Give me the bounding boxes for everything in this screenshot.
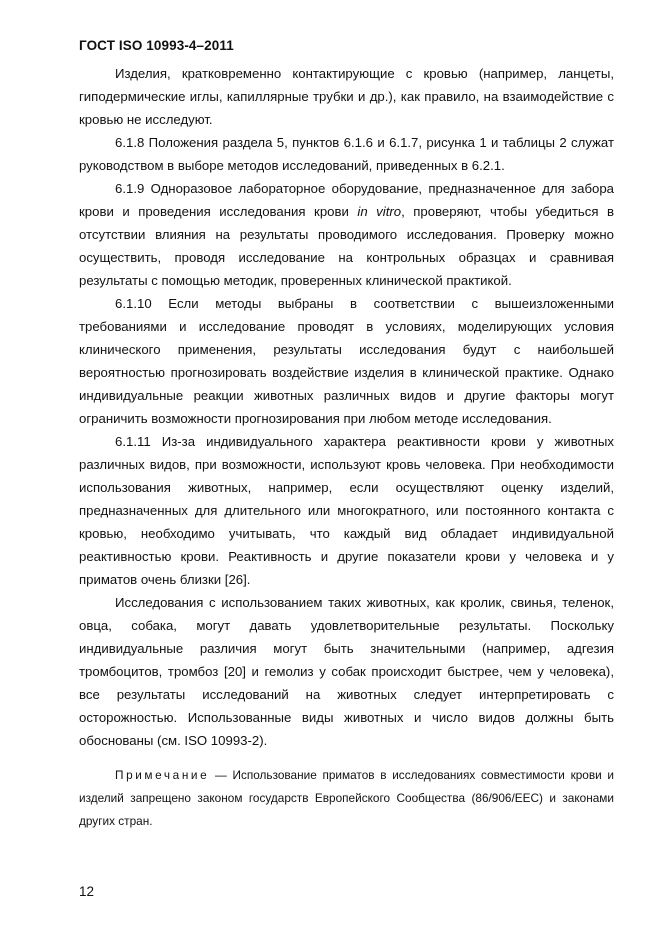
note-text: — Использование приматов в исследованиях совместимости крови и изделий запрещено законом государств Европейского Сообщества (86/906/EEC) и законами других стран. xyxy=(79,768,614,828)
paragraph-6-1-8: 6.1.8 Положения раздела 5, пунктов 6.1.6 и 6.1.7, рисунка 1 и таблицы 2 служат руководством в выборе методов исследований, приведенных в 6.2.1. xyxy=(79,135,614,173)
paragraph-6-1-9-part1: 6.1.9 Одноразовое лабораторное оборудование, предназначенное для забора крови и проведения исследования крови xyxy=(79,181,614,219)
paragraph-animal-studies: Исследования с использованием таких животных, как кролик, свинья, теленок, овца, собака, могут давать удовлетворительные результаты. Поскольку индивидуальные различия могут быть значительными (например, адгезия тромбоцитов, тромбоз [20] и гемолиз у собак происходит быстрее, чем у человека), все результаты исследований на животных следует интерпретировать с осторожностью. Использованные виды животных и число видов должны быть обоснованы (см. ISO 10993-2). xyxy=(79,595,614,748)
paragraph-6-1-11: 6.1.11 Из-за индивидуального характера реактивности крови у животных различных видов, при возможности, используют кровь человека. При необходимости использования животных, например, если осуществляют оценку изделий, предназначенных для длительного или многократного, или постоянного контакта с кровью, необходимо учитывать, что каждый вид обладает индивидуальной реактивностью крови. Реактивность и другие показатели крови у человека и у приматов очень близки [26]. xyxy=(79,434,614,587)
paragraph-6-1-9 xyxy=(79,177,614,292)
body-text xyxy=(79,62,614,752)
paragraph-short-contact-devices: Изделия, кратковременно контактирующие с кровью (например, ланцеты, гиподермические иглы, капиллярные трубки и др.), как правило, на взаимодействие с кровью не исследуют. xyxy=(79,66,614,127)
paragraph-6-1-9-part2: , проверяют, чтобы убедиться в отсутствии влияния на результаты проводимого исследования. Проверку можно осуществить, проводя исследование на контрольных образцах и сравнивая результаты с помощью методик, проверенных клинической практикой. xyxy=(79,204,615,288)
note xyxy=(79,764,614,833)
paragraph-6-1-10: 6.1.10 Если методы выбраны в соответствии с вышеизложенными требованиями и исследование проводят в условиях, моделирующих условия клинического применения, результаты исследования будут с наибольшей вероятностью прогнозировать воздействие изделия в клинической практике. Однако индивидуальные реакции животных различных видов и другие факторы могут ограничить возможности прогнозирования при любом методе исследования. xyxy=(79,296,614,426)
in-vitro-term: in vitro xyxy=(357,204,402,219)
note-label: Примечание xyxy=(115,768,210,782)
page-number: 12 xyxy=(79,884,95,899)
document-header: ГОСТ ISO 10993-4–2011 xyxy=(79,38,234,53)
